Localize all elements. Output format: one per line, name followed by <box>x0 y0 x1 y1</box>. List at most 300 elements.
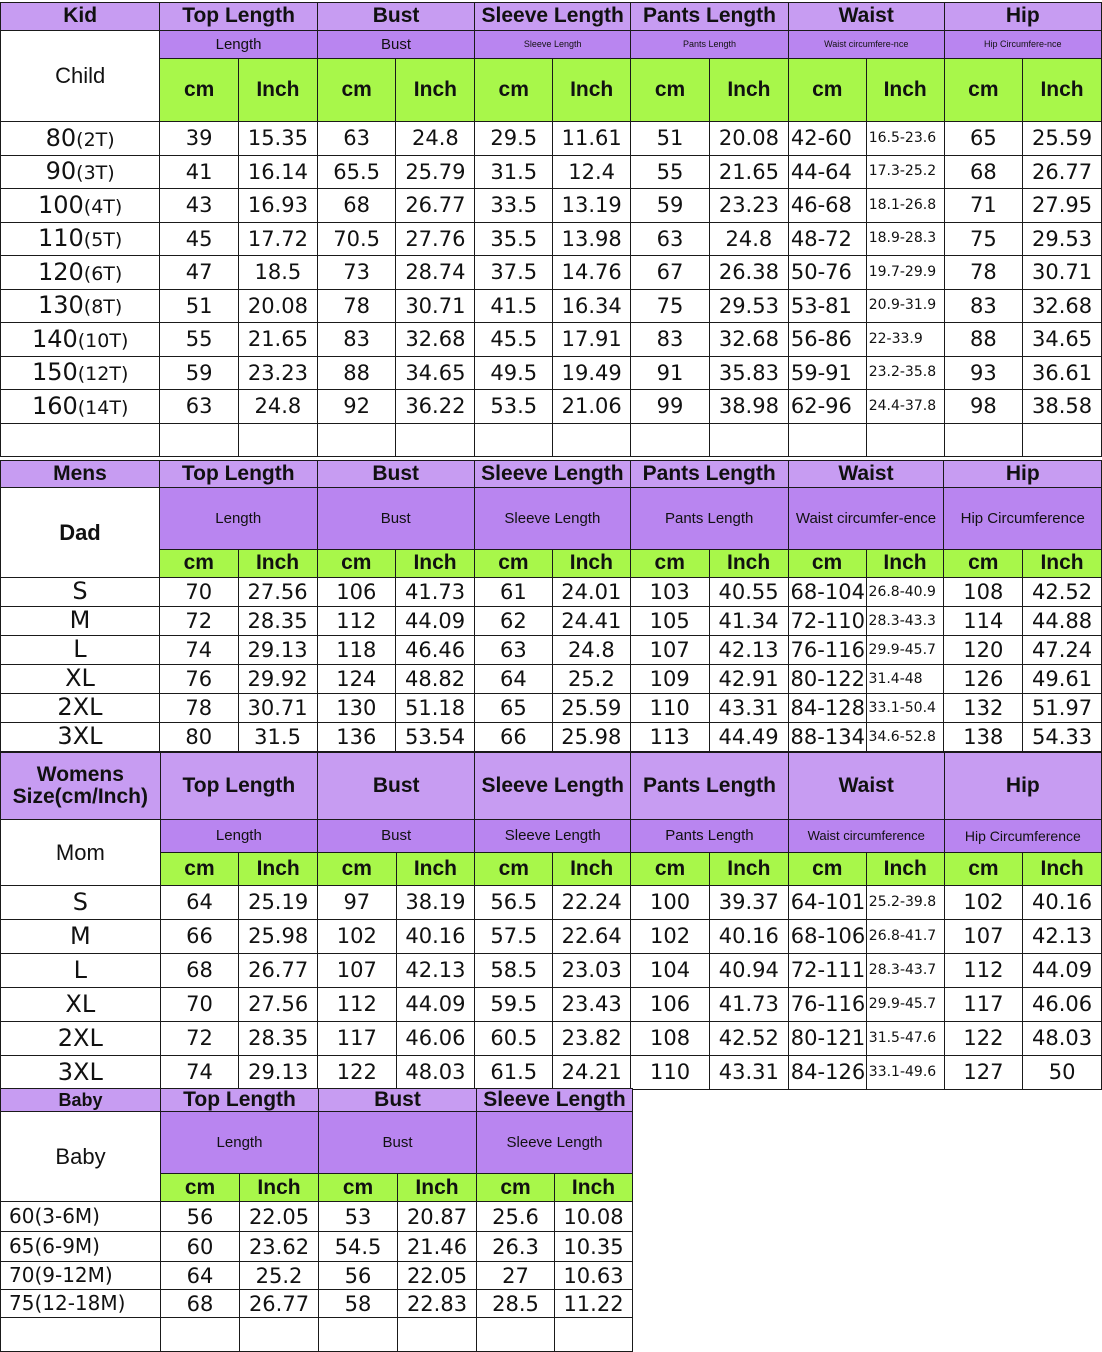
kid-header-bust: Bust <box>317 3 474 31</box>
measurement-cell: 64 <box>474 665 552 694</box>
measurement-cell: 58.5 <box>475 954 553 988</box>
measurement-cell: 24.8 <box>709 222 788 256</box>
size-row <box>1 1202 633 1232</box>
measurement-cell: 55 <box>160 323 239 357</box>
size-value: 100 <box>37 190 84 219</box>
measurement-cell: 59.5 <box>475 988 553 1022</box>
mens-sublabel-bust: Bust <box>317 488 474 550</box>
measurement-cell: 118 <box>317 636 396 665</box>
measurement-cell: 67 <box>631 256 710 290</box>
unit-inch: Inch <box>396 550 475 578</box>
baby-empty-row <box>1 1318 633 1352</box>
measurement-cell: 112 <box>944 954 1022 988</box>
measurement-cell: 78 <box>944 256 1022 290</box>
mens-header-hip: Hip <box>944 461 1102 488</box>
measurement-cell: 25.59 <box>552 694 630 723</box>
measurement-cell: 102 <box>944 886 1022 920</box>
size-value: 140 <box>31 324 78 353</box>
size-value: S <box>72 577 88 606</box>
size-row <box>1 356 1102 390</box>
measurement-cell: 45.5 <box>475 323 553 357</box>
size-value: 65(6-9M) <box>9 1234 100 1259</box>
measurement-cell: 120 <box>944 636 1023 665</box>
measurement-cell: 44.09 <box>1023 954 1102 988</box>
measurement-cell: 70.5 <box>317 222 396 256</box>
measurement-cell: 23.62 <box>240 1232 319 1262</box>
measurement-cell: 117 <box>318 1022 396 1056</box>
size-label <box>1 636 160 665</box>
baby-corner-label: Baby <box>1 1112 161 1202</box>
measurement-cell: 59 <box>631 189 710 223</box>
womens-sublabel-sleeve-length: Sleeve Length <box>475 820 631 853</box>
measurement-cell: 24.8 <box>238 390 317 424</box>
kid-unit-row <box>1 59 1102 122</box>
baby-header-sleeve-length: Sleeve Length <box>477 1089 633 1112</box>
measurement-cell: 42-60 <box>788 122 866 156</box>
unit-cm: cm <box>318 853 396 886</box>
measurement-cell: 136 <box>317 723 396 752</box>
measurement-cell: 56 <box>319 1262 398 1290</box>
womens-sublabel-waist: Waist circumference <box>788 820 944 853</box>
size-age-label: (14T) <box>77 396 129 419</box>
mens-header-bust: Bust <box>317 461 474 488</box>
measurement-cell: 80-121 <box>788 1022 866 1056</box>
measurement-cell: 40.16 <box>709 920 788 954</box>
unit-cm: cm <box>161 1174 240 1202</box>
measurement-cell: 32.68 <box>396 323 475 357</box>
measurement-cell: 34.6-52.8 <box>866 723 944 752</box>
unit-cm: cm <box>474 550 552 578</box>
unit-inch: Inch <box>396 59 475 122</box>
size-age-label: (4T) <box>83 195 123 218</box>
measurement-cell: 70 <box>159 578 238 607</box>
measurement-cell: 63 <box>317 122 396 156</box>
measurement-cell: 22.83 <box>398 1290 477 1318</box>
measurement-cell: 23.2-35.8 <box>866 356 944 390</box>
size-age-label: (5T) <box>83 229 123 252</box>
measurement-cell: 28.5 <box>477 1290 555 1318</box>
measurement-cell: 43.31 <box>709 694 788 723</box>
size-value: 75(12-18M) <box>9 1291 126 1316</box>
measurement-cell: 26.77 <box>240 1290 319 1318</box>
measurement-cell: 132 <box>944 694 1023 723</box>
measurement-cell: 30.71 <box>238 694 317 723</box>
measurement-cell: 44.49 <box>709 723 788 752</box>
measurement-cell: 47 <box>160 256 239 290</box>
measurement-cell: 91 <box>631 356 710 390</box>
measurement-cell: 24.01 <box>552 578 630 607</box>
measurement-cell: 32.68 <box>709 323 788 357</box>
measurement-cell: 29.53 <box>709 289 788 323</box>
measurement-cell: 112 <box>318 988 396 1022</box>
unit-cm: cm <box>159 550 238 578</box>
measurement-cell: 32.68 <box>1023 289 1102 323</box>
measurement-cell: 29.9-45.7 <box>866 988 944 1022</box>
unit-cm: cm <box>788 853 866 886</box>
mens-header-sleeve-length: Sleeve Length <box>474 461 630 488</box>
unit-cm: cm <box>944 853 1022 886</box>
measurement-cell: 44.09 <box>396 988 475 1022</box>
measurement-cell: 26.77 <box>1023 155 1102 189</box>
measurement-cell: 10.35 <box>555 1232 633 1262</box>
unit-cm: cm <box>477 1174 555 1202</box>
measurement-cell: 44-64 <box>788 155 866 189</box>
size-label <box>1 1290 161 1318</box>
measurement-cell: 61.5 <box>475 1056 553 1090</box>
measurement-cell: 18.5 <box>238 256 317 290</box>
size-label <box>1 356 160 390</box>
measurement-cell: 37.5 <box>475 256 553 290</box>
measurement-cell: 21.06 <box>553 390 631 424</box>
size-label <box>1 607 160 636</box>
measurement-cell: 108 <box>631 1022 710 1056</box>
unit-cm: cm <box>944 550 1023 578</box>
measurement-cell: 63 <box>160 390 239 424</box>
measurement-cell: 35.5 <box>475 222 553 256</box>
womens-section-title: Womens Size(cm/Inch) <box>1 753 161 820</box>
measurement-cell: 44.88 <box>1023 607 1102 636</box>
measurement-cell: 47.24 <box>1023 636 1102 665</box>
size-label <box>1 122 160 156</box>
measurement-cell: 62 <box>474 607 552 636</box>
kid-sublabel-bust: Bust <box>317 31 474 59</box>
measurement-cell: 38.98 <box>709 390 788 424</box>
kid-header-top-length: Top Length <box>160 3 318 31</box>
measurement-cell: 138 <box>944 723 1023 752</box>
measurement-cell: 54.5 <box>319 1232 398 1262</box>
measurement-cell: 24.4-37.8 <box>866 390 944 424</box>
baby-sublabel-sleeve-length: Sleeve Length <box>477 1112 633 1174</box>
measurement-cell: 65 <box>944 122 1022 156</box>
measurement-cell: 68-106 <box>788 920 866 954</box>
measurement-cell: 23.43 <box>553 988 631 1022</box>
measurement-cell: 46.06 <box>396 1022 475 1056</box>
measurement-cell: 25.98 <box>552 723 630 752</box>
measurement-cell: 126 <box>944 665 1023 694</box>
measurement-cell: 44.09 <box>396 607 475 636</box>
measurement-cell: 25.2-39.8 <box>866 886 944 920</box>
measurement-cell: 13.98 <box>553 222 631 256</box>
measurement-cell: 21.65 <box>709 155 788 189</box>
measurement-cell: 80-122 <box>788 665 866 694</box>
measurement-cell: 19.7-29.9 <box>866 256 944 290</box>
size-row <box>1 222 1102 256</box>
unit-inch: Inch <box>238 59 317 122</box>
kid-header-pants-length: Pants Length <box>631 3 789 31</box>
size-row <box>1 694 1102 723</box>
measurement-cell: 20.08 <box>238 289 317 323</box>
measurement-cell: 41 <box>160 155 239 189</box>
unit-inch: Inch <box>1023 853 1102 886</box>
measurement-cell: 27.56 <box>238 578 317 607</box>
measurement-cell: 109 <box>630 665 709 694</box>
size-value: 130 <box>37 291 84 320</box>
size-value: L <box>73 635 87 664</box>
measurement-cell: 130 <box>317 694 396 723</box>
measurement-cell: 84-128 <box>788 694 866 723</box>
measurement-cell: 127 <box>944 1056 1022 1090</box>
measurement-cell: 88 <box>317 356 396 390</box>
size-row <box>1 954 1102 988</box>
measurement-cell: 48.03 <box>1023 1022 1102 1056</box>
measurement-cell: 102 <box>318 920 396 954</box>
measurement-cell: 103 <box>630 578 709 607</box>
measurement-cell: 24.41 <box>552 607 630 636</box>
unit-cm: cm <box>630 550 709 578</box>
kid-size-table <box>0 2 1102 457</box>
mens-size-table-section <box>0 460 1102 752</box>
measurement-cell: 108 <box>944 578 1023 607</box>
size-label <box>1 1202 161 1232</box>
measurement-cell: 58 <box>319 1290 398 1318</box>
measurement-cell: 38.19 <box>396 886 475 920</box>
measurement-cell: 10.08 <box>555 1202 633 1232</box>
measurement-cell: 51 <box>160 289 239 323</box>
unit-inch: Inch <box>709 550 788 578</box>
size-label <box>1 920 161 954</box>
measurement-cell: 100 <box>631 886 710 920</box>
measurement-cell: 14.76 <box>553 256 631 290</box>
size-value: XL <box>65 664 95 693</box>
measurement-cell: 24.21 <box>553 1056 631 1090</box>
size-row <box>1 256 1102 290</box>
measurement-cell: 98 <box>944 390 1022 424</box>
measurement-cell: 29.9-45.7 <box>866 636 944 665</box>
measurement-cell: 22-33.9 <box>866 323 944 357</box>
measurement-cell: 78 <box>159 694 238 723</box>
size-label <box>1 988 161 1022</box>
measurement-cell: 50 <box>1023 1056 1102 1090</box>
measurement-cell: 106 <box>631 988 710 1022</box>
measurement-cell: 23.82 <box>553 1022 631 1056</box>
measurement-cell: 42.52 <box>709 1022 788 1056</box>
mens-sublabel-waist: Waist circumfer-ence <box>788 488 944 550</box>
measurement-cell: 40.16 <box>1023 886 1102 920</box>
measurement-cell: 54.33 <box>1023 723 1102 752</box>
size-value: 110 <box>37 224 84 253</box>
unit-inch: Inch <box>1023 59 1102 122</box>
measurement-cell: 22.05 <box>398 1262 477 1290</box>
measurement-cell: 11.61 <box>553 122 631 156</box>
measurement-cell: 64 <box>160 886 239 920</box>
kid-empty-row <box>1 423 1102 456</box>
kid-corner-label: Child <box>1 31 160 122</box>
size-value: 160 <box>31 391 78 420</box>
measurement-cell: 68 <box>944 155 1022 189</box>
size-row <box>1 189 1102 223</box>
measurement-cell: 15.35 <box>238 122 317 156</box>
measurement-cell: 33.5 <box>475 189 553 223</box>
measurement-cell: 42.13 <box>396 954 475 988</box>
size-value: XL <box>65 989 96 1018</box>
measurement-cell: 53 <box>319 1202 398 1232</box>
measurement-cell: 31.5 <box>238 723 317 752</box>
measurement-cell: 20.08 <box>709 122 788 156</box>
womens-header-bust: Bust <box>318 753 475 820</box>
measurement-cell: 29.53 <box>1023 222 1102 256</box>
measurement-cell: 110 <box>631 1056 710 1090</box>
unit-inch: Inch <box>552 550 630 578</box>
measurement-cell: 70 <box>160 988 239 1022</box>
measurement-cell: 16.5-23.6 <box>866 122 944 156</box>
size-label <box>1 665 160 694</box>
size-label <box>1 1022 161 1056</box>
unit-inch: Inch <box>239 853 318 886</box>
size-label <box>1 155 160 189</box>
mens-sublabel-pants-length: Pants Length <box>630 488 788 550</box>
size-row <box>1 1022 1102 1056</box>
womens-header-pants-length: Pants Length <box>631 753 789 820</box>
kid-header-waist: Waist <box>788 3 944 31</box>
womens-sublabel-hip: Hip Circumference <box>944 820 1101 853</box>
measurement-cell: 25.59 <box>1023 122 1102 156</box>
measurement-cell: 27.76 <box>396 222 475 256</box>
womens-sublabel-length: Length <box>160 820 317 853</box>
measurement-cell: 26.8-40.9 <box>866 578 944 607</box>
size-row <box>1 665 1102 694</box>
unit-cm: cm <box>475 853 553 886</box>
unit-inch: Inch <box>553 59 631 122</box>
unit-inch: Inch <box>238 550 317 578</box>
measurement-cell: 68 <box>160 954 239 988</box>
measurement-cell: 60 <box>161 1232 240 1262</box>
measurement-cell: 28.74 <box>396 256 475 290</box>
unit-cm: cm <box>475 59 553 122</box>
size-value: 60(3-6M) <box>9 1204 100 1229</box>
measurement-cell: 27.95 <box>1023 189 1102 223</box>
size-value: 80 <box>45 123 77 152</box>
size-label <box>1 886 161 920</box>
measurement-cell: 29.92 <box>238 665 317 694</box>
kid-size-table-section <box>0 2 1102 457</box>
measurement-cell: 112 <box>317 607 396 636</box>
measurement-cell: 36.61 <box>1023 356 1102 390</box>
measurement-cell: 62-96 <box>788 390 866 424</box>
womens-unit-row <box>1 853 1102 886</box>
unit-cm: cm <box>160 59 239 122</box>
baby-header-bust: Bust <box>319 1089 477 1112</box>
measurement-cell: 10.63 <box>555 1262 633 1290</box>
measurement-cell: 48.03 <box>396 1056 475 1090</box>
measurement-cell: 117 <box>944 988 1022 1022</box>
womens-header-top-length: Top Length <box>160 753 317 820</box>
size-label <box>1 723 160 752</box>
baby-sublabel-bust: Bust <box>319 1112 477 1174</box>
measurement-cell: 42.13 <box>1023 920 1102 954</box>
measurement-cell: 39 <box>160 122 239 156</box>
measurement-cell: 42.13 <box>709 636 788 665</box>
size-label <box>1 189 160 223</box>
measurement-cell: 18.9-28.3 <box>866 222 944 256</box>
size-label <box>1 1232 161 1262</box>
unit-inch: Inch <box>866 853 944 886</box>
measurement-cell: 27 <box>477 1262 555 1290</box>
measurement-cell: 25.19 <box>239 886 318 920</box>
measurement-cell: 122 <box>318 1056 396 1090</box>
size-row <box>1 1056 1102 1090</box>
unit-cm: cm <box>631 853 710 886</box>
measurement-cell: 64-101 <box>788 886 866 920</box>
measurement-cell: 28.35 <box>238 607 317 636</box>
size-row <box>1 636 1102 665</box>
measurement-cell: 16.34 <box>553 289 631 323</box>
measurement-cell: 113 <box>630 723 709 752</box>
measurement-cell: 18.1-26.8 <box>866 189 944 223</box>
size-value: L <box>73 955 88 984</box>
measurement-cell: 13.19 <box>553 189 631 223</box>
baby-sublabel-length: Length <box>161 1112 319 1174</box>
measurement-cell: 75 <box>631 289 710 323</box>
mens-section-title: Mens <box>1 461 160 488</box>
measurement-cell: 83 <box>317 323 396 357</box>
measurement-cell: 68-104 <box>788 578 866 607</box>
measurement-cell: 53-81 <box>788 289 866 323</box>
measurement-cell: 66 <box>160 920 239 954</box>
unit-inch: Inch <box>1023 550 1102 578</box>
measurement-cell: 71 <box>944 189 1022 223</box>
measurement-cell: 24.8 <box>396 122 475 156</box>
measurement-cell: 63 <box>474 636 552 665</box>
measurement-cell: 51.97 <box>1023 694 1102 723</box>
size-row <box>1 122 1102 156</box>
measurement-cell: 28.3-43.7 <box>866 954 944 988</box>
womens-header-hip: Hip <box>944 753 1101 820</box>
measurement-cell: 93 <box>944 356 1022 390</box>
measurement-cell: 65.5 <box>317 155 396 189</box>
size-age-label: (2T) <box>76 128 115 151</box>
unit-inch: Inch <box>240 1174 319 1202</box>
measurement-cell: 38.58 <box>1023 390 1102 424</box>
measurement-cell: 72-110 <box>788 607 866 636</box>
measurement-cell: 48.82 <box>396 665 475 694</box>
measurement-cell: 46-68 <box>788 189 866 223</box>
measurement-cell: 107 <box>944 920 1022 954</box>
unit-inch: Inch <box>709 853 788 886</box>
measurement-cell: 41.73 <box>709 988 788 1022</box>
measurement-cell: 29.13 <box>238 636 317 665</box>
measurement-cell: 57.5 <box>475 920 553 954</box>
measurement-cell: 46.46 <box>396 636 475 665</box>
mens-unit-row <box>1 550 1102 578</box>
size-value: 120 <box>37 257 84 286</box>
womens-sublabel-bust: Bust <box>318 820 475 853</box>
measurement-cell: 28.3-43.3 <box>866 607 944 636</box>
measurement-cell: 21.65 <box>238 323 317 357</box>
measurement-cell: 25.2 <box>240 1262 319 1290</box>
measurement-cell: 72-111 <box>788 954 866 988</box>
measurement-cell: 88 <box>944 323 1022 357</box>
measurement-cell: 68 <box>317 189 396 223</box>
measurement-cell: 55 <box>631 155 710 189</box>
size-label <box>1 954 161 988</box>
mens-header-top-length: Top Length <box>159 461 317 488</box>
size-row <box>1 289 1102 323</box>
measurement-cell: 105 <box>630 607 709 636</box>
baby-size-table <box>0 1088 633 1352</box>
measurement-cell: 29.13 <box>239 1056 318 1090</box>
measurement-cell: 16.14 <box>238 155 317 189</box>
kid-header-hip: Hip <box>944 3 1101 31</box>
measurement-cell: 53.54 <box>396 723 475 752</box>
measurement-cell: 46.06 <box>1023 988 1102 1022</box>
measurement-cell: 49.61 <box>1023 665 1102 694</box>
measurement-cell: 73 <box>317 256 396 290</box>
unit-cm: cm <box>319 1174 398 1202</box>
baby-header-top-length: Top Length <box>161 1089 319 1112</box>
measurement-cell: 76-116 <box>788 636 866 665</box>
measurement-cell: 42.91 <box>709 665 788 694</box>
measurement-cell: 107 <box>630 636 709 665</box>
